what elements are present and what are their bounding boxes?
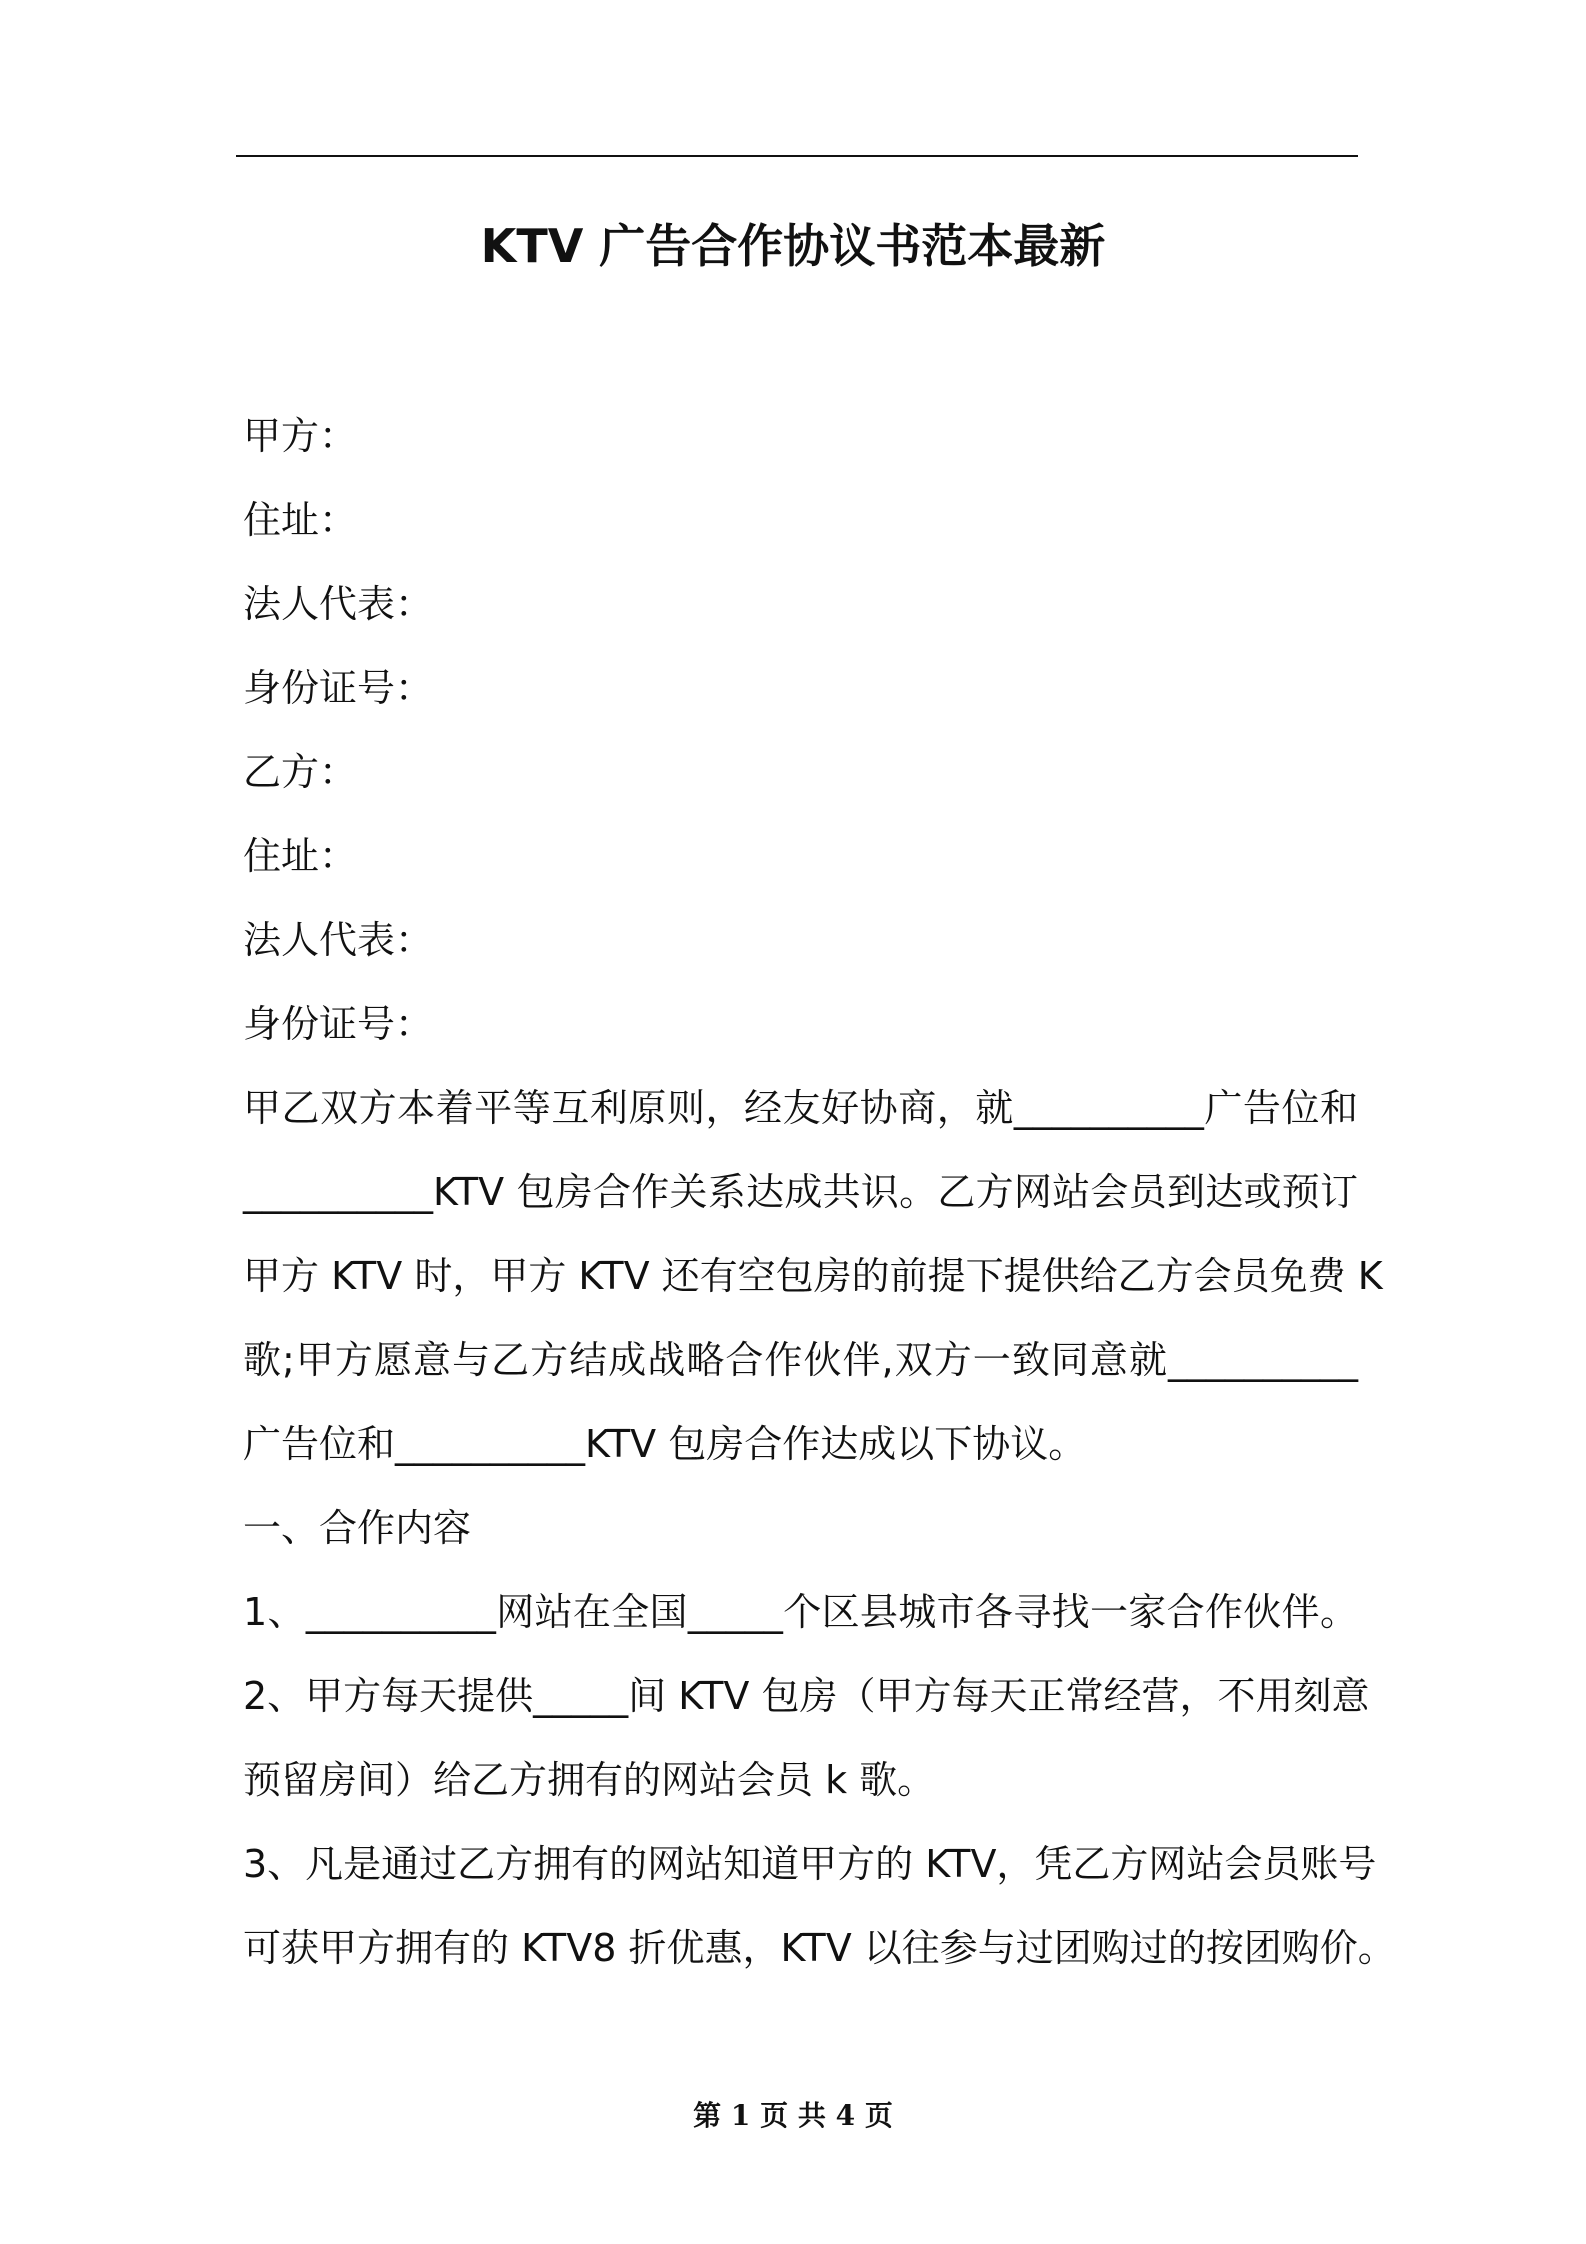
party-b-address-label: 住址： bbox=[243, 834, 358, 878]
page-number-footer: 第 1 页 共 4 页 bbox=[693, 2099, 893, 2132]
party-a-legal-rep-label: 法人代表： bbox=[243, 582, 434, 626]
document-title: KTV 广告合作协议书范本最新 bbox=[480, 219, 1106, 273]
party-a-id-label: 身份证号： bbox=[243, 666, 434, 710]
header-rule bbox=[236, 155, 1358, 157]
party-b-id-label: 身份证号： bbox=[243, 1002, 434, 1046]
clause-line: 3、凡是通过乙方拥有的网站知道甲方的 KTV，凭乙方网站会员账号 bbox=[243, 1842, 1377, 1886]
party-a-address-label: 住址： bbox=[243, 498, 358, 542]
preamble-line: __________KTV 包房合作关系达成共识。乙方网站会员到达或预订 bbox=[243, 1170, 1358, 1214]
party-a-label: 甲方： bbox=[243, 414, 358, 458]
preamble-line: 歌;甲方愿意与乙方结成战略合作伙伴,双方一致同意就__________ bbox=[243, 1338, 1358, 1382]
preamble-line: 甲方 KTV 时，甲方 KTV 还有空包房的前提下提供给乙方会员免费 K bbox=[243, 1254, 1383, 1298]
party-b-legal-rep-label: 法人代表： bbox=[243, 918, 434, 962]
clause-line: 可获甲方拥有的 KTV8 折优惠，KTV 以往参与过团购过的按团购价。 bbox=[243, 1926, 1396, 1970]
clause-line: 2、甲方每天提供_____间 KTV 包房（甲方每天正常经营，不用刻意 bbox=[243, 1674, 1370, 1718]
clause-line: 预留房间）给乙方拥有的网站会员 k 歌。 bbox=[243, 1758, 936, 1802]
clause-line: 1、__________网站在全国_____个区县城市各寻找一家合作伙伴。 bbox=[243, 1590, 1358, 1634]
preamble-line: 广告位和__________KTV 包房合作达成以下协议。 bbox=[243, 1422, 1087, 1466]
preamble-line: 甲乙双方本着平等互利原则，经友好协商，就__________广告位和 bbox=[243, 1086, 1358, 1130]
party-b-label: 乙方： bbox=[243, 750, 358, 794]
section-heading: 一、合作内容 bbox=[243, 1506, 472, 1550]
